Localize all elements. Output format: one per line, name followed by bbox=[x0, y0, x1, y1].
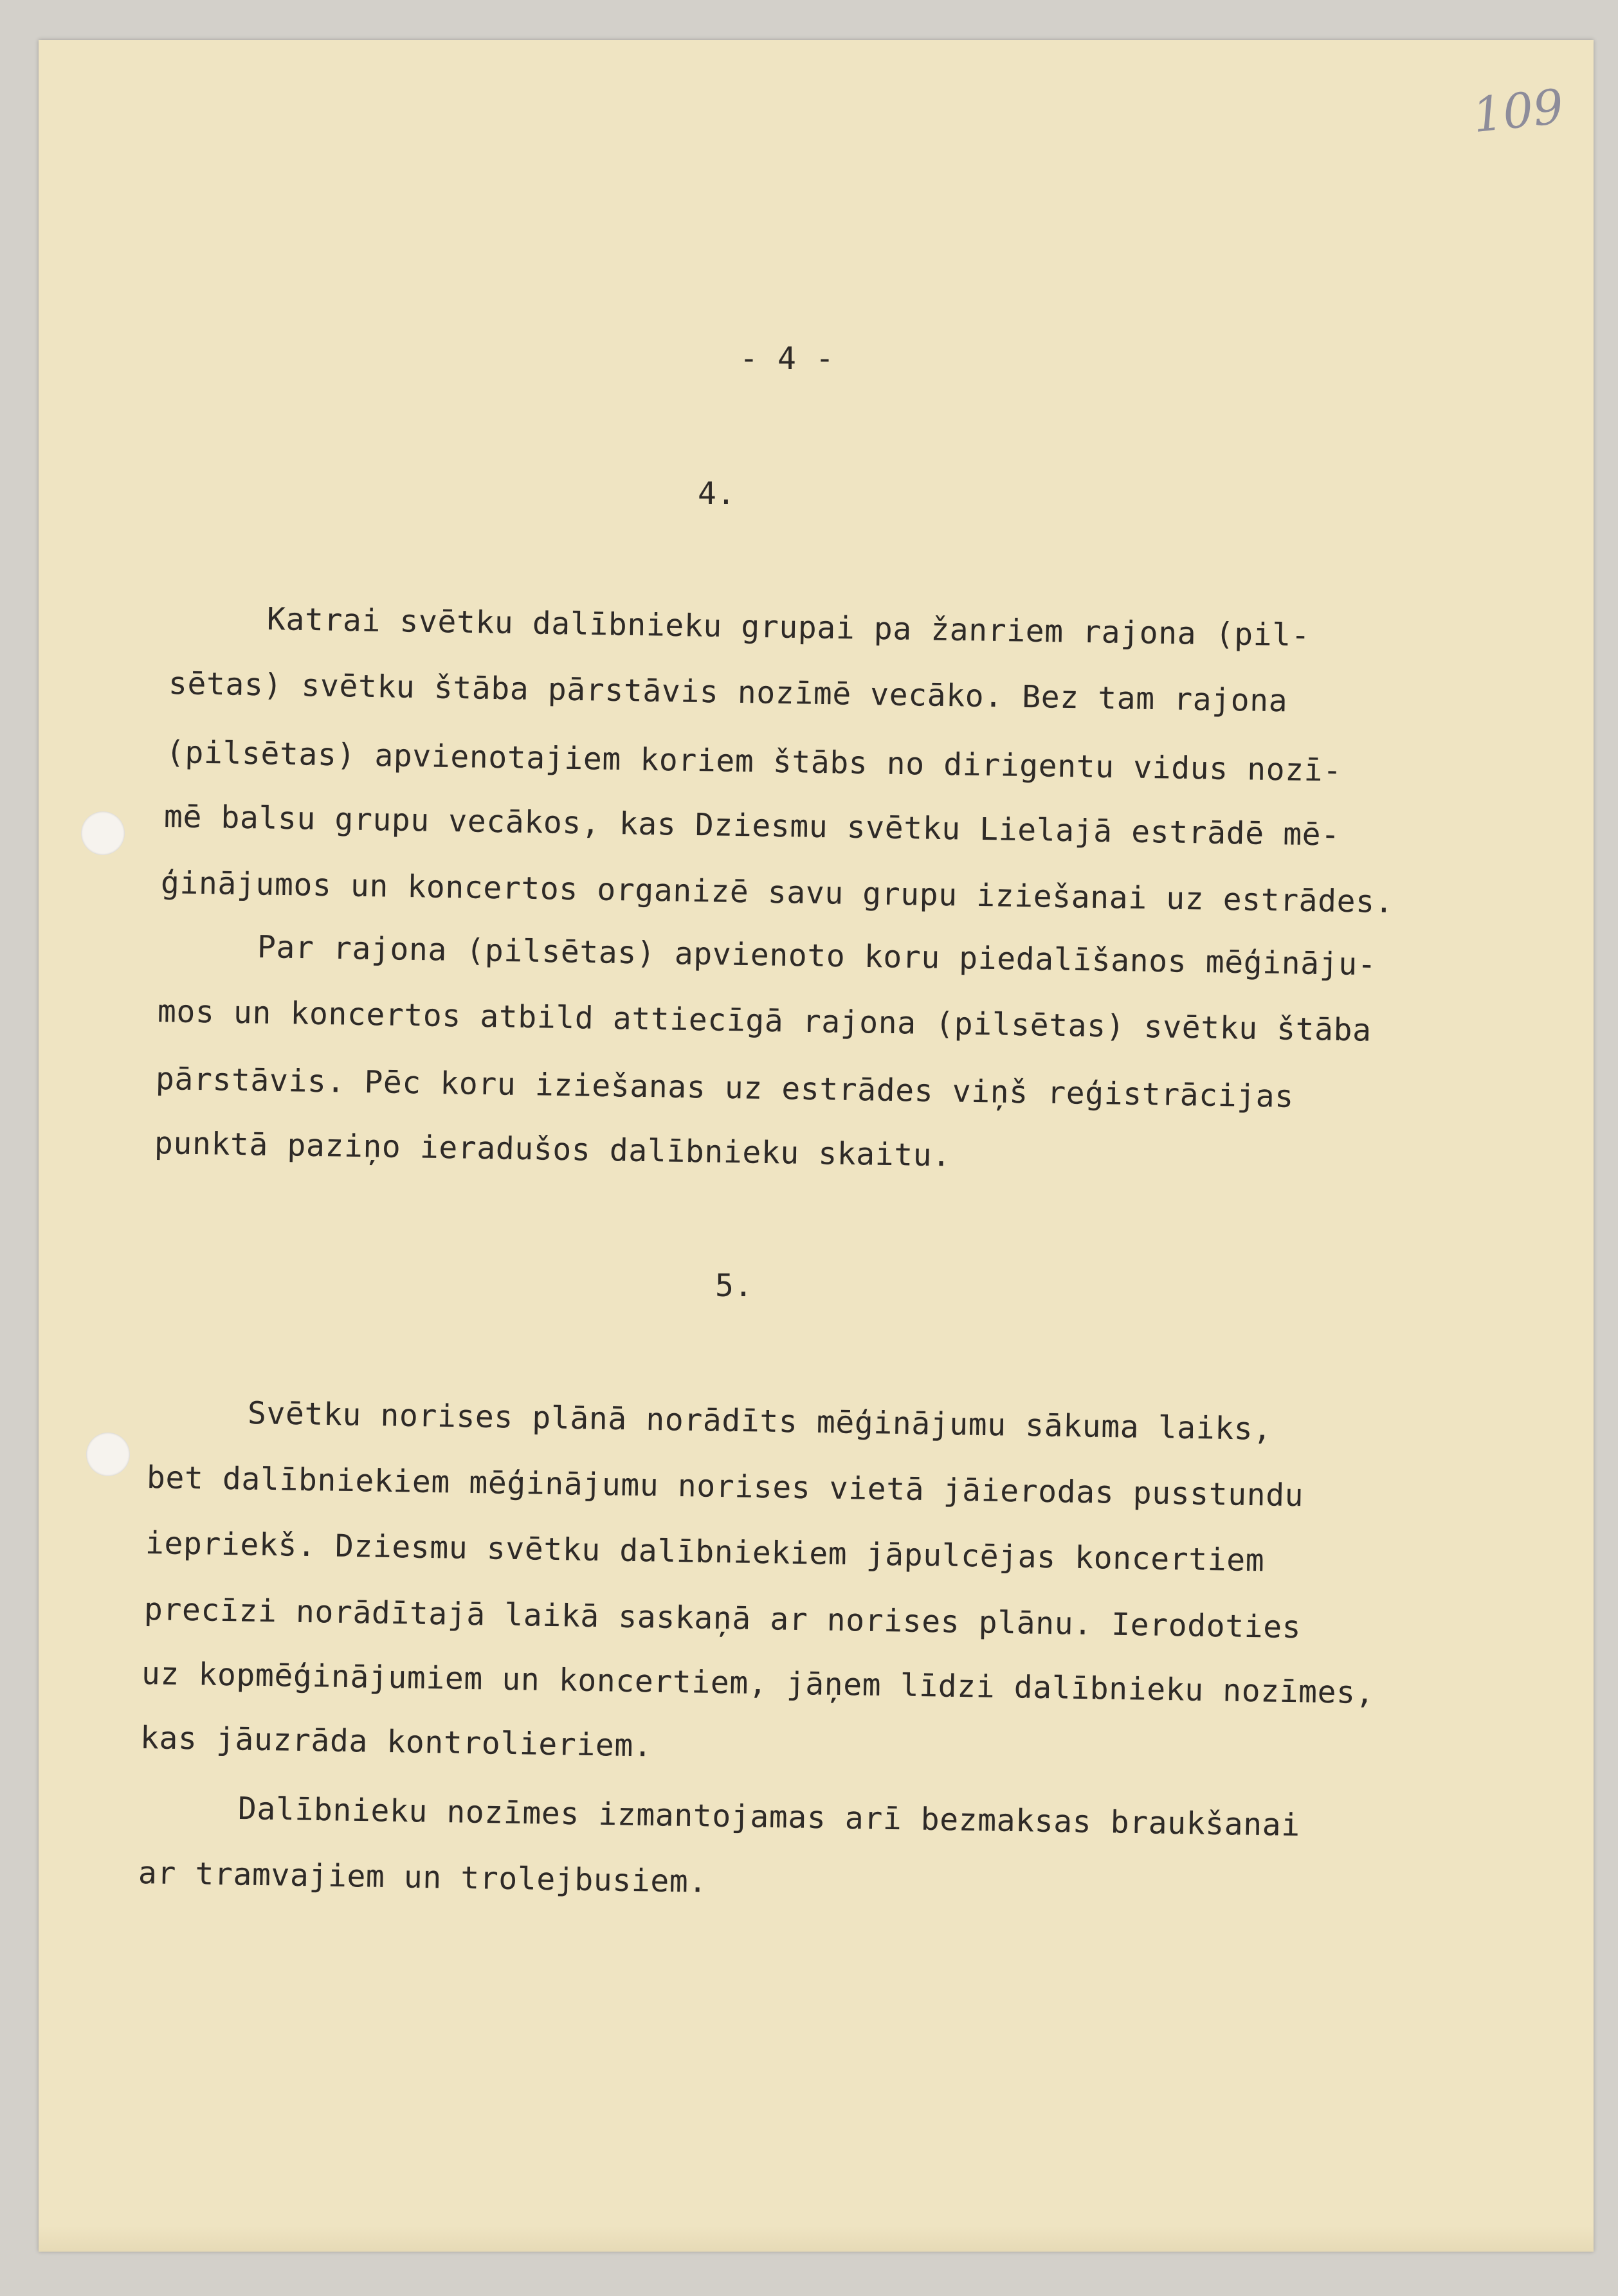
text-line: ģinājumos un koncertos organizē savu grupu iziešanai uz estrādes. bbox=[160, 865, 1394, 921]
text-line: mos un koncertos atbild attiecīgā rajona (pilsētas) svētku štāba bbox=[157, 993, 1372, 1049]
section-number: 5. bbox=[715, 1268, 753, 1304]
text-line: punktā paziņo ieradušos dalībnieku skaitu. bbox=[154, 1125, 952, 1174]
text-line: (pilsētas) apvienotajiem koriem štābs no dirigentu vidus nozī- bbox=[165, 734, 1343, 789]
text-line: kas jāuzrāda kontrolieriem. bbox=[140, 1720, 653, 1764]
text-line: sētas) svētku štāba pārstāvis nozīmē vecāko. Bez tam rajona bbox=[168, 665, 1288, 719]
archive-page-number: 109 bbox=[1469, 78, 1567, 144]
text-line: mē balsu grupu vecākos, kas Dziesmu svētku Lielajā estrādē mē- bbox=[163, 799, 1341, 853]
punch-hole bbox=[81, 811, 125, 855]
text-line: uz kopmēģinājumiem un koncertiem, jāņem līdzi dalībnieku nozīmes, bbox=[141, 1656, 1375, 1712]
page-bottom-edge bbox=[39, 2226, 1594, 2252]
text-line: precīzi norādītajā laikā saskaņā ar norises plānu. Ierodoties bbox=[143, 1591, 1302, 1646]
text-line: Svētku norises plānā norādīts mēģinājumu sākuma laiks, bbox=[247, 1395, 1273, 1448]
text-line: Par rajona (pilsētas) apvienoto koru piedalīšanos mēģināju- bbox=[257, 929, 1377, 983]
punch-hole bbox=[86, 1433, 130, 1476]
text-line: iepriekš. Dziesmu svētku dalībniekiem jāpulcējas koncertiem bbox=[145, 1525, 1265, 1579]
text-line: pārstāvis. Pēc koru iziešanas uz estrādes viņš reģistrācijas bbox=[155, 1061, 1295, 1115]
text-line: Katrai svētku dalībnieku grupai pa žanriem rajona (pil- bbox=[266, 601, 1311, 654]
text-line: ar tramvajiem un trolejbusiem. bbox=[138, 1855, 708, 1900]
text-line: Dalībnieku nozīmes izmantojamas arī bezmaksas braukšanai bbox=[237, 1791, 1301, 1843]
text-line: bet dalībniekiem mēģinājumu norises vietā jāierodas pusstundu bbox=[146, 1460, 1304, 1514]
page-number: - 4 - bbox=[740, 341, 835, 377]
section-number: 4. bbox=[698, 476, 736, 512]
